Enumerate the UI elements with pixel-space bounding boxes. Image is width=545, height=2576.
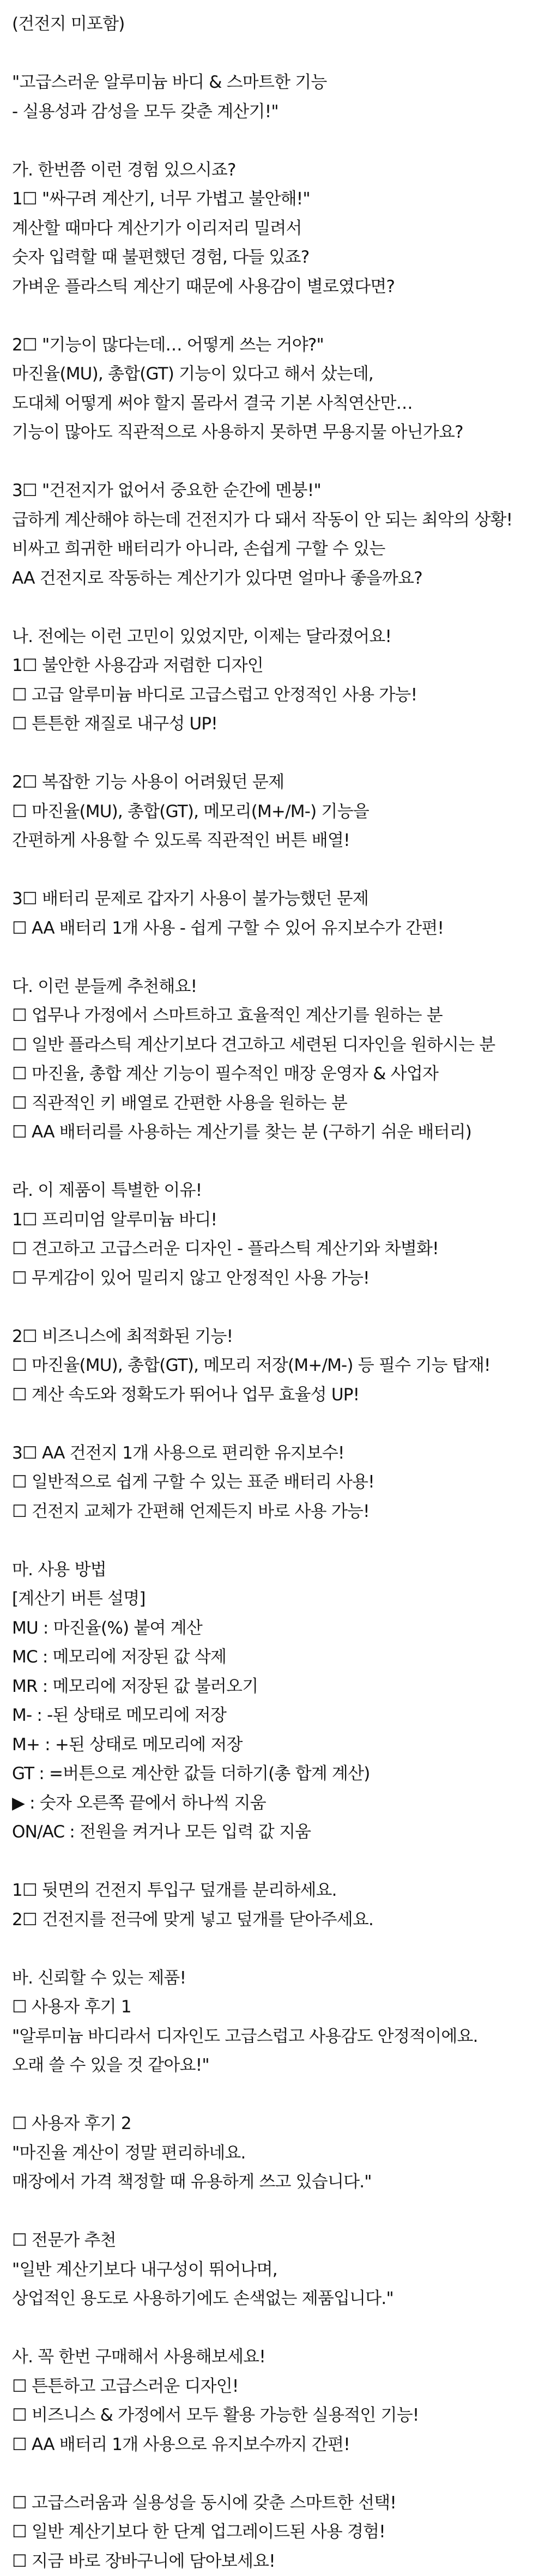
text-line: 계산할 때마다 계산기가 이리저리 밀려서 xyxy=(12,214,541,244)
text-line: 2☐ 비즈니스에 최적화된 기능! xyxy=(12,1322,541,1352)
text-line: ☐ 고급 알루미늄 바디로 고급스럽고 안정적인 사용 가능! xyxy=(12,681,541,710)
text-line: (건전지 미포함) xyxy=(12,10,541,39)
text-line: ☐ 견고하고 고급스러운 디자인 - 플라스틱 계산기와 차별화! xyxy=(12,1235,541,1264)
text-line: ☐ 전문가 추천 xyxy=(12,2226,541,2255)
text-line: [계산기 버튼 설명] xyxy=(12,1585,541,1614)
blank-line xyxy=(12,448,541,477)
text-line: MU : 마진율(%) 붙여 계산 xyxy=(12,1614,541,1643)
text-line: ☐ 직관적인 키 배열로 간편한 사용을 원하는 분 xyxy=(12,1089,541,1118)
text-line: ☐ 사용자 후기 2 xyxy=(12,2109,541,2139)
blank-line xyxy=(12,1934,541,1964)
text-line: ☐ 마진율(MU), 총합(GT), 메모리 저장(M+/M-) 등 필수 기능 탑재! xyxy=(12,1351,541,1381)
text-line: 상업적인 용도로 사용하기에도 손색없는 제품입니다." xyxy=(12,2284,541,2314)
blank-line xyxy=(12,2459,541,2489)
text-line: ☐ AA 배터리를 사용하는 계산기를 찾는 분 (구하기 쉬운 배터리) xyxy=(12,1118,541,1147)
blank-line xyxy=(12,2081,541,2110)
text-line: 2☐ "기능이 많다는데… 어떻게 쓰는 거야?" xyxy=(12,331,541,360)
text-line: M- : -된 상태로 메모리에 저장 xyxy=(12,1701,541,1731)
blank-line xyxy=(12,1147,541,1177)
text-line: 오래 쓸 수 있을 것 같아요!" xyxy=(12,2051,541,2081)
text-line: ☐ 튼튼한 재질로 내구성 UP! xyxy=(12,710,541,739)
text-line: 3☐ "건전지가 없어서 중요한 순간에 멘붕!" xyxy=(12,476,541,506)
text-line: 1☐ "싸구려 계산기, 너무 가볍고 불안해!" xyxy=(12,185,541,214)
text-line: "알루미늄 바디라서 디자인도 고급스럽고 사용감도 안정적이에요. xyxy=(12,2022,541,2052)
text-line: ☐ 일반 플라스틱 계산기보다 견고하고 세련된 디자인을 원하시는 분 xyxy=(12,1031,541,1060)
text-line: 기능이 많아도 직관적으로 사용하지 못하면 무용지물 아닌가요? xyxy=(12,418,541,448)
text-line: 3☐ 배터리 문제로 갑자기 사용이 불가능했던 문제 xyxy=(12,885,541,914)
text-line: M+ : +된 상태로 메모리에 저장 xyxy=(12,1731,541,1760)
blank-line xyxy=(12,1293,541,1322)
text-line: ☐ 계산 속도와 정확도가 뛰어나 업무 효율성 UP! xyxy=(12,1381,541,1410)
text-line: - 실용성과 감성을 모두 갖춘 계산기!" xyxy=(12,98,541,127)
text-line: 도대체 어떻게 써야 할지 몰라서 결국 기본 사칙연산만… xyxy=(12,389,541,419)
text-line: MC : 메모리에 저장된 값 삭제 xyxy=(12,1643,541,1672)
text-line: 마. 사용 방법 xyxy=(12,1556,541,1585)
text-line: ☐ 무게감이 있어 밀리지 않고 안정적인 사용 가능! xyxy=(12,1264,541,1293)
blank-line xyxy=(12,739,541,769)
blank-line xyxy=(12,2314,541,2343)
blank-line xyxy=(12,943,541,972)
text-line: ☐ 튼튼하고 고급스러운 디자인! xyxy=(12,2372,541,2402)
blank-line xyxy=(12,2197,541,2227)
text-line: 간편하게 사용할 수 있도록 직관적인 버튼 배열! xyxy=(12,826,541,856)
text-line: 가벼운 플라스틱 계산기 때문에 사용감이 별로였다면? xyxy=(12,273,541,302)
text-line: 라. 이 제품이 특별한 이유! xyxy=(12,1176,541,1206)
text-line: "고급스러운 알루미늄 바디 & 스마트한 기능 xyxy=(12,68,541,98)
text-line: 바. 신뢰할 수 있는 제품! xyxy=(12,1964,541,1993)
text-line: 3☐ AA 건전지 1개 사용으로 편리한 유지보수! xyxy=(12,1439,541,1468)
text-line: 비싸고 희귀한 배터리가 아니라, 손쉽게 구할 수 있는 xyxy=(12,535,541,564)
blank-line xyxy=(12,126,541,156)
text-line: ☐ 사용자 후기 1 xyxy=(12,1993,541,2022)
text-line: ☐ AA 배터리 1개 사용 - 쉽게 구할 수 있어 유지보수가 간편! xyxy=(12,914,541,944)
blank-line xyxy=(12,593,541,622)
text-line: 1☐ 프리미엄 알루미늄 바디! xyxy=(12,1206,541,1235)
blank-line xyxy=(12,856,541,885)
text-line: 2☐ 복잡한 기능 사용이 어려웠던 문제 xyxy=(12,768,541,797)
text-line: 사. 꼭 한번 구매해서 사용해보세요! xyxy=(12,2343,541,2372)
text-line: GT : =버튼으로 계산한 값들 더하기(총 합계 계산) xyxy=(12,1759,541,1789)
text-line: ☐ 일반적으로 쉽게 구할 수 있는 표준 배터리 사용! xyxy=(12,1468,541,1497)
text-line: ▶ : 숫자 오른쪽 끝에서 하나씩 지움 xyxy=(12,1789,541,1818)
text-line: MR : 메모리에 저장된 값 불러오기 xyxy=(12,1672,541,1702)
text-line: 마진율(MU), 총합(GT) 기능이 있다고 해서 샀는데, xyxy=(12,360,541,389)
blank-line xyxy=(12,1526,541,1556)
blank-line xyxy=(12,1847,541,1877)
blank-line xyxy=(12,39,541,69)
text-line: AA 건전지로 작동하는 계산기가 있다면 얼마나 좋을까요? xyxy=(12,564,541,594)
blank-line xyxy=(12,1410,541,1439)
text-line: "일반 계산기보다 내구성이 뛰어나며, xyxy=(12,2255,541,2285)
text-line: ☐ 건전지 교체가 간편해 언제든지 바로 사용 가능! xyxy=(12,1497,541,1527)
text-line: ☐ 지금 바로 장바구니에 담아보세요! xyxy=(12,2547,541,2576)
text-line: ☐ 비즈니스 & 가정에서 모두 활용 가능한 실용적인 기능! xyxy=(12,2401,541,2430)
text-line: ☐ AA 배터리 1개 사용으로 유지보수까지 간편! xyxy=(12,2430,541,2460)
text-line: 나. 전에는 이런 고민이 있었지만, 이제는 달라졌어요! xyxy=(12,622,541,652)
text-line: 급하게 계산해야 하는데 건전지가 다 돼서 작동이 안 되는 최악의 상황! xyxy=(12,506,541,535)
text-line: ON/AC : 전원을 켜거나 모든 입력 값 지움 xyxy=(12,1818,541,1847)
text-line: 가. 한번쯤 이런 경험 있으시죠? xyxy=(12,156,541,185)
text-line: ☐ 마진율(MU), 총합(GT), 메모리(M+/M-) 기능을 xyxy=(12,797,541,827)
text-line: 1☐ 뒷면의 건전지 투입구 덮개를 분리하세요. xyxy=(12,1876,541,1906)
text-line: ☐ 고급스러움과 실용성을 동시에 갖춘 스마트한 선택! xyxy=(12,2489,541,2518)
blank-line xyxy=(12,301,541,331)
text-line: 2☐ 건전지를 전극에 맞게 넣고 덮개를 닫아주세요. xyxy=(12,1906,541,1935)
text-line: 매장에서 가격 책정할 때 유용하게 쓰고 있습니다." xyxy=(12,2168,541,2197)
text-line: ☐ 일반 계산기보다 한 단계 업그레이드된 사용 경험! xyxy=(12,2518,541,2547)
text-line: 다. 이런 분들께 추천해요! xyxy=(12,972,541,1002)
text-line: 1☐ 불안한 사용감과 저렴한 디자인 xyxy=(12,651,541,681)
product-description xyxy=(12,10,541,2576)
text-line: "마진율 계산이 정말 편리하네요. xyxy=(12,2139,541,2168)
text-line: ☐ 마진율, 총합 계산 기능이 필수적인 매장 운영자 & 사업자 xyxy=(12,1060,541,1089)
text-line: ☐ 업무나 가정에서 스마트하고 효율적인 계산기를 원하는 분 xyxy=(12,1001,541,1031)
text-line: 숫자 입력할 때 불편했던 경험, 다들 있죠? xyxy=(12,243,541,273)
